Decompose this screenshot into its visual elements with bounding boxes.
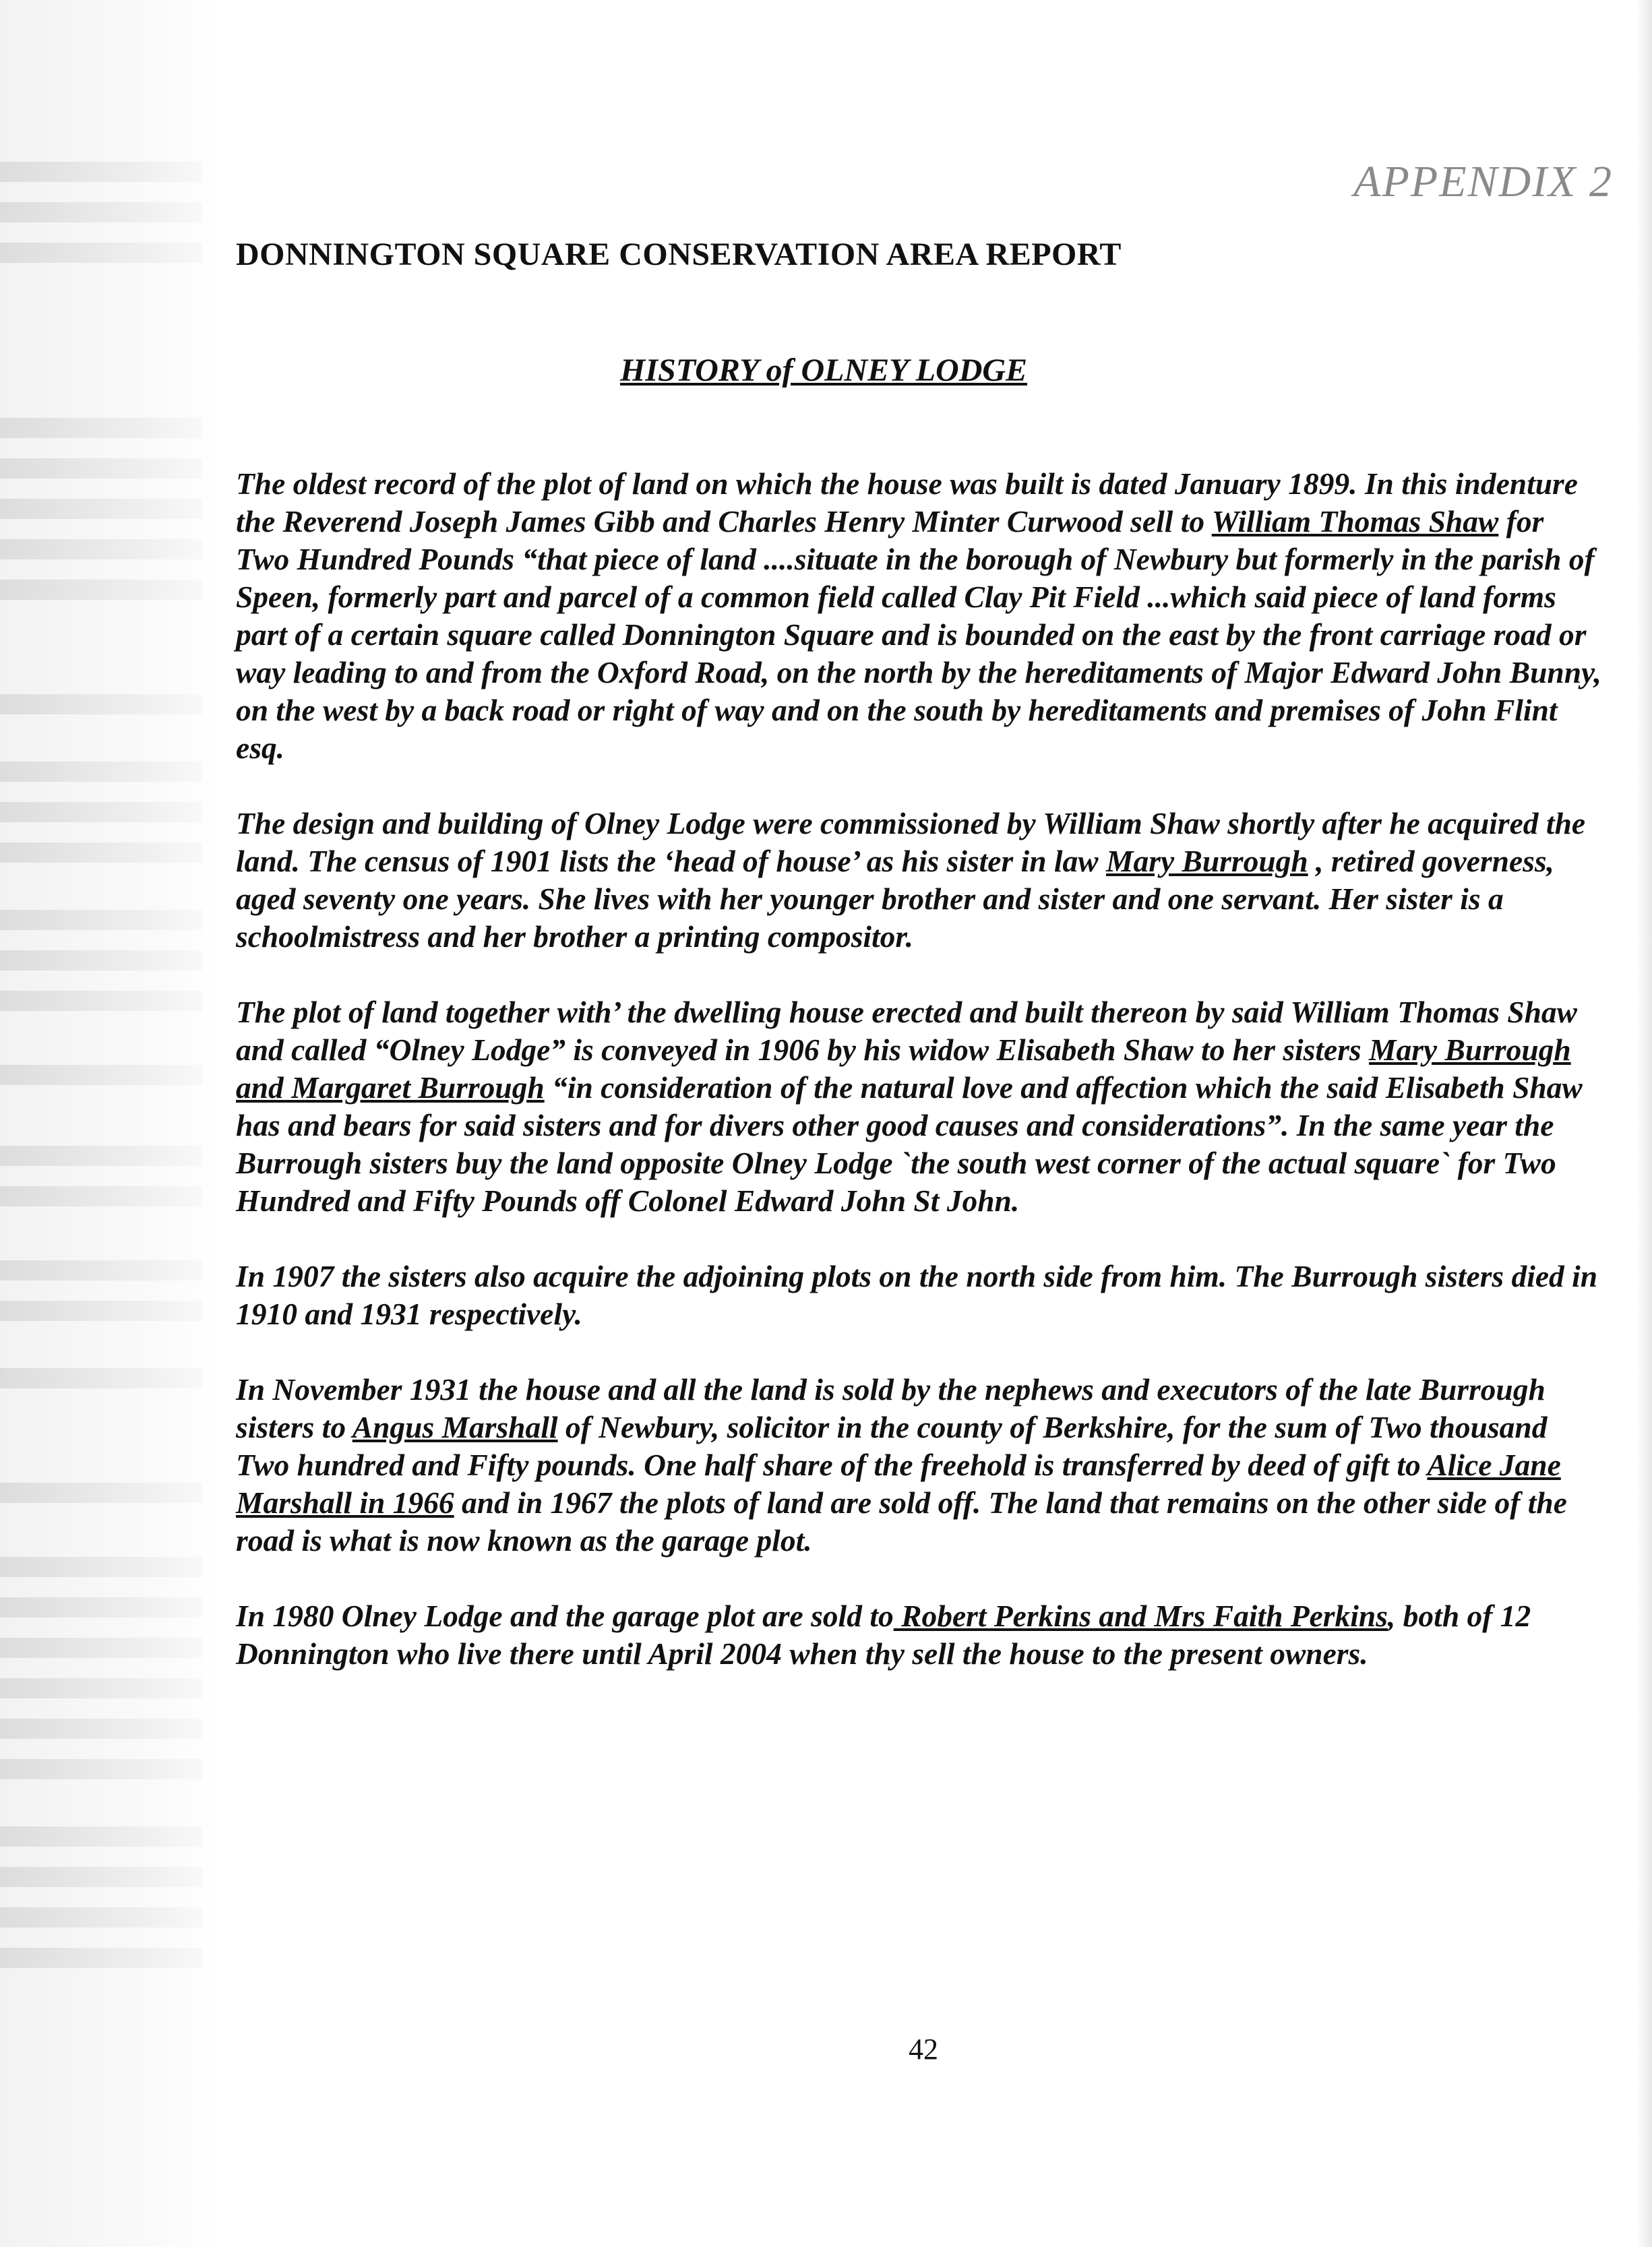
paragraph-2 (236, 805, 1604, 956)
underlined-name: Angus Marshall (352, 1410, 558, 1444)
bleed-mark (0, 1907, 202, 1928)
bleed-mark (0, 1065, 202, 1085)
paragraph-6 (236, 1597, 1604, 1673)
underlined-name: Mary Burrough (1106, 844, 1308, 878)
bleed-mark (0, 1948, 202, 1968)
bleed-mark (0, 243, 202, 263)
report-title: DONNINGTON SQUARE CONSERVATION AREA REPORT (236, 237, 1122, 272)
paragraph-4 (236, 1258, 1604, 1333)
bleed-mark (0, 202, 202, 222)
page-number: 42 (909, 2033, 938, 2066)
paragraph-text: In 1907 the sisters also acquire the adjoining plots on the north side from him. The Burrough sisters died in 1910 and 1931 respectively. (236, 1259, 1598, 1331)
bleed-mark (0, 991, 202, 1011)
bleed-mark (0, 1260, 202, 1281)
page-edge-shadow (1636, 0, 1652, 2247)
paragraph-text: In November 1931 the house and all the land is sold by the nephews and executors of the late Burrough sisters to (236, 1372, 1546, 1444)
bleed-mark (0, 1483, 202, 1503)
underlined-name: William Thomas Shaw (1211, 504, 1499, 538)
section-title: HISTORY of OLNEY LODGE (620, 352, 1028, 388)
bleed-mark (0, 499, 202, 519)
paragraph-3 (236, 993, 1604, 1220)
paragraph-text: The plot of land together with’ the dwelling house erected and built thereon by said William Thomas Shaw and called “Olney Lodge” is conveyed in 1906 by his widow Elisabeth Shaw to her sisters (236, 995, 1577, 1067)
bleed-mark (0, 842, 202, 863)
bleed-mark (0, 1638, 202, 1658)
underlined-name: Mary Burrough and Margaret Burrough (236, 1033, 1571, 1105)
bleed-mark (0, 162, 202, 182)
bleed-mark (0, 1301, 202, 1321)
bleed-mark (0, 1678, 202, 1698)
bleed-mark (0, 458, 202, 479)
bleed-mark (0, 1826, 202, 1847)
bleed-mark (0, 580, 202, 600)
bleed-mark (0, 1146, 202, 1166)
underlined-name: Robert Perkins and Mrs Faith Perkins (893, 1599, 1388, 1633)
bleed-mark (0, 910, 202, 930)
bleed-mark (0, 1186, 202, 1206)
bleed-mark (0, 418, 202, 438)
bleed-mark (0, 1867, 202, 1887)
underlined-name: Alice Jane Marshall in 1966 (236, 1448, 1561, 1520)
paragraph-1 (236, 465, 1604, 767)
paragraph-text: The oldest record of the plot of land on which the house was built is dated January 1899. In this indenture the Reverend Joseph James Gibb and Charles Henry Minter Curwood sell to (236, 466, 1578, 538)
paragraph-text: , both of 12 Donnington who live there until April 2004 when thy sell the house to the present owners. (236, 1599, 1531, 1671)
bleed-mark (0, 950, 202, 971)
bleed-mark (0, 762, 202, 782)
bleed-mark (0, 1557, 202, 1577)
appendix-label: APPENDIX 2 (1353, 157, 1613, 206)
paragraph-text: “in consideration of the natural love and affection which the said Elisabeth Shaw has and bears for said sisters and for divers other good causes and considerations”. In the same year the Burrough sisters buy the land opposite Olney Lodge `the south west corner of the actual square` for Two Hundred and Fifty Pounds off Colonel Edward John St John. (236, 1070, 1583, 1218)
bleed-mark (0, 1719, 202, 1739)
paragraph-text: In 1980 Olney Lodge and the garage plot are sold to (236, 1599, 894, 1633)
paragraph-text: and in 1967 the plots of land are sold off. The land that remains on the other side of the road is what is now known as the garage plot. (236, 1485, 1567, 1558)
paragraph-text: for Two Hundred Pounds “that piece of land ....situate in the borough of Newbury but formerly in the parish of Speen, formerly part and parcel of a common field called Clay Pit Field ...which said piece of land forms part of a certain square called Donnington Square and is bounded on the east by the front carriage road or way leading to and from the Oxford Road, on the north by the hereditaments of Major Edward John Bunny, on the west by a back road or right of way and on the south by hereditaments and premises of John Flint esq. (236, 504, 1601, 765)
bleed-mark (0, 802, 202, 822)
bleed-mark (0, 539, 202, 559)
bleed-mark (0, 1759, 202, 1779)
bleed-mark (0, 694, 202, 714)
paragraph-text: of Newbury, solicitor in the county of Berkshire, for the sum of Two thousand Two hundred and Fifty pounds. One half share of the freehold is transferred by deed of gift to (236, 1410, 1548, 1482)
body-text (236, 465, 1604, 1711)
paragraph-text: The design and building of Olney Lodge were commissioned by William Shaw shortly after he acquired the land. The census of 1901 lists the ‘head of house’ as his sister in law (236, 806, 1586, 878)
paragraph-5 (236, 1371, 1604, 1560)
bleed-mark (0, 1368, 202, 1388)
paragraph-text: , retired governess, aged seventy one years. She lives with her younger brother and sister and one servant. Her sister is a schoolmistress and her brother a printing compositor. (236, 844, 1554, 954)
facing-page-bleed-through (0, 0, 222, 2247)
bleed-mark (0, 1597, 202, 1618)
